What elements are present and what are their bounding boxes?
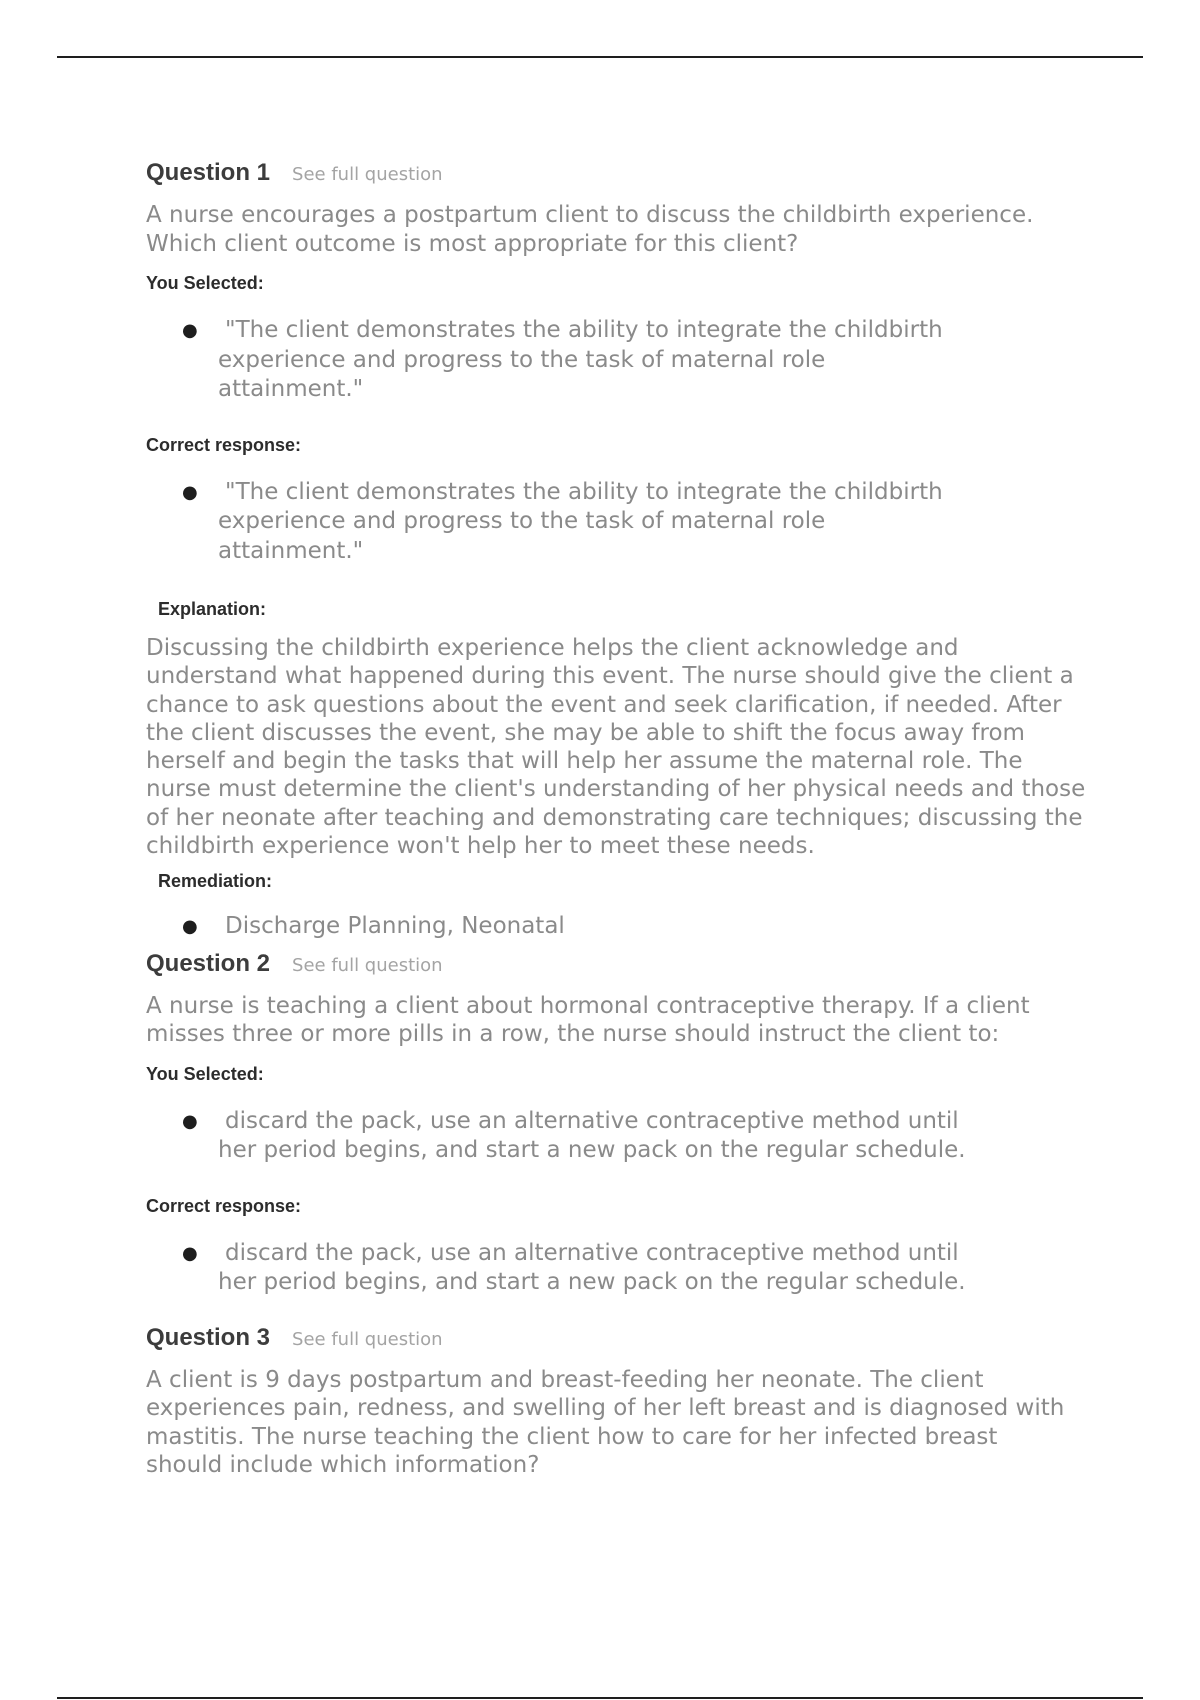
list-item: [146, 1107, 966, 1166]
explanation-text: Discussing the childbirth experience helps the client acknowledge and understand what happened during this event. The nurse should give the client a chance to ask questions about the event and seek clarification, if needed. After the client discusses the event, she may be able to shift the focus away from herself and begin the tasks that will help her assume the maternal role. The nurse must determine the client's understanding of her physical needs and those of her neonate after teaching and demonstrating care techniques; discussing the childbirth experience won't help her to meet these needs.: [146, 635, 1086, 860]
list-item: [146, 912, 1106, 942]
bullet-icon: ●: [182, 320, 198, 341]
list-item: [146, 316, 966, 405]
question-text: A nurse is teaching a client about hormonal contraceptive therapy. If a client misses three or more pills in a row, the nurse should instruct the client to:: [146, 992, 1030, 1048]
you-selected-label: You Selected:: [146, 273, 264, 293]
correct-answer-list: [146, 1239, 966, 1298]
list-item: [146, 478, 966, 567]
selected-answer-list: [146, 1107, 966, 1166]
you-selected-label: You Selected:: [146, 1063, 264, 1084]
top-rule: [57, 56, 1143, 58]
bullet-icon: ●: [182, 1242, 198, 1264]
see-full-question-link[interactable]: See full question: [292, 954, 443, 976]
question-block-3: [146, 1324, 1106, 1480]
question-title: Question 2: [146, 949, 271, 977]
remediation-label: Remediation:: [158, 871, 273, 892]
question-title: Question 1: [146, 159, 271, 186]
selected-answer-text: discard the pack, use an alternative contraceptive method until her period begins, and start a new pack on the regular schedule.: [218, 1107, 966, 1164]
bullet-icon: ●: [182, 916, 198, 938]
explanation-label: Explanation:: [158, 599, 267, 619]
question-text: A client is 9 days postpartum and breast-feeding her neonate. The client experiences pain, redness, and swelling of her left breast and is diagnosed with mastitis. The nurse teaching the client how to care for her infected breast should include which information?: [146, 1366, 1065, 1479]
list-item: [146, 1239, 966, 1298]
correct-response-label: Correct response:: [146, 434, 302, 455]
bullet-icon: ●: [182, 1110, 198, 1132]
correct-answer-list: [146, 478, 966, 567]
question-block-1: [146, 159, 1106, 942]
see-full-question-link[interactable]: See full question: [292, 164, 443, 185]
bullet-icon: ●: [182, 481, 198, 503]
question-block-2: [146, 950, 1106, 1298]
correct-answer-text: discard the pack, use an alternative contraceptive method until her period begins, and start a new pack on the regular schedule.: [218, 1239, 966, 1296]
correct-response-label: Correct response:: [146, 1195, 302, 1216]
question-header: [146, 159, 1106, 193]
correct-answer-text: "The client demonstrates the ability to integrate the childbirth experience and progress to the task of maternal role attainment.": [218, 478, 943, 564]
see-full-question-link[interactable]: See full question: [292, 1328, 443, 1350]
results-content: [146, 159, 1106, 1480]
remediation-text: Discharge Planning, Neonatal: [225, 913, 565, 940]
remediation-list: [146, 912, 1106, 942]
selected-answer-text: "The client demonstrates the ability to integrate the childbirth experience and progress to the task of maternal role attainment.": [218, 317, 943, 402]
question-header: [146, 1324, 1106, 1358]
question-text: A nurse encourages a postpartum client to discuss the childbirth experience. Which client outcome is most appropriate for this client?: [146, 202, 1034, 257]
question-title: Question 3: [146, 1323, 271, 1351]
bottom-rule: [57, 1697, 1143, 1699]
question-header: [146, 950, 1106, 984]
selected-answer-list: [146, 316, 966, 405]
